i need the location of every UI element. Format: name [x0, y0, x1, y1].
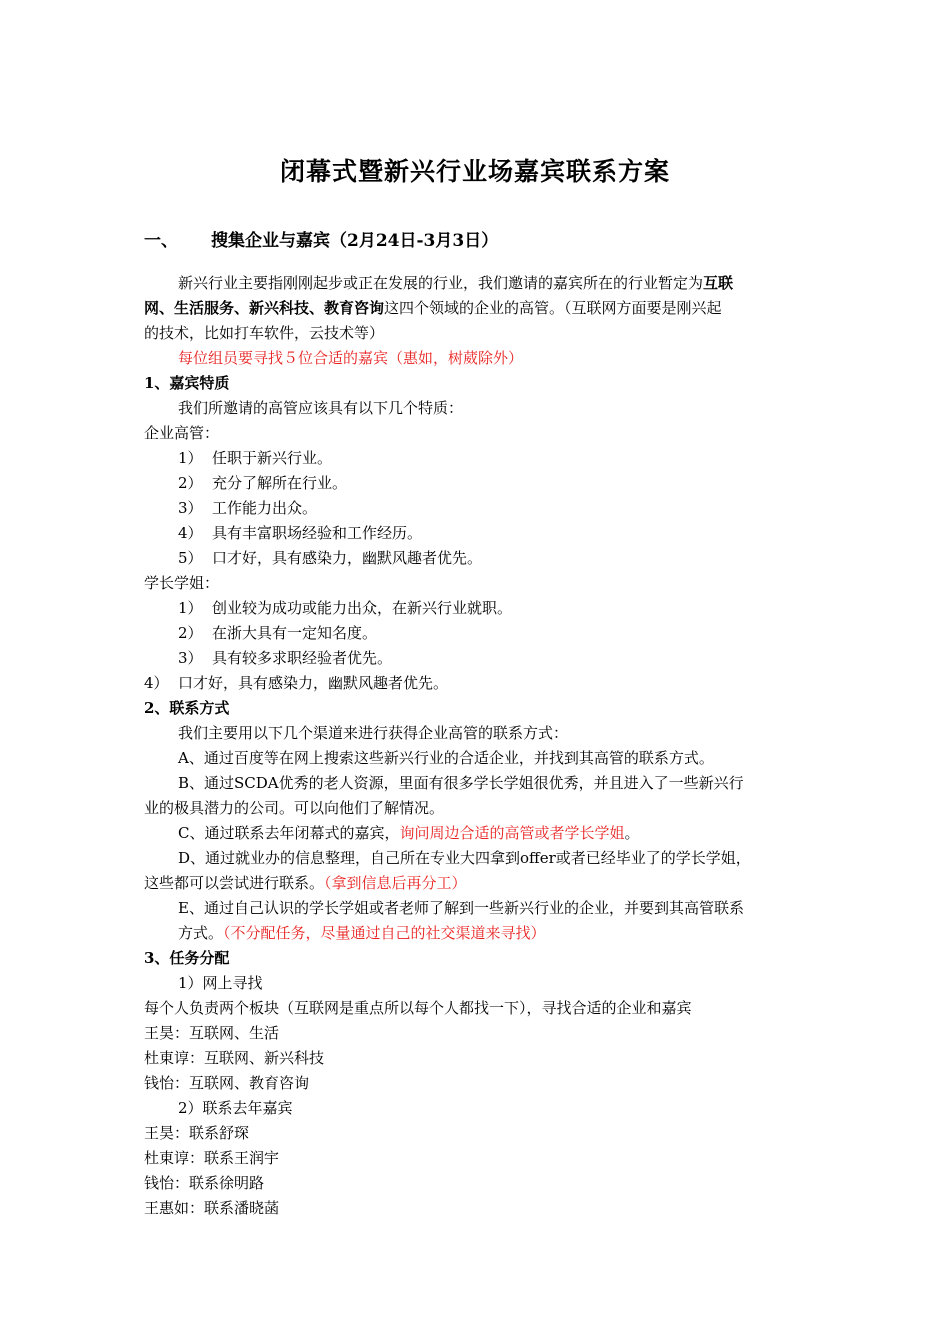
list-text: 具有较多求职经验者优先。 [212, 649, 393, 667]
list-text: 工作能力出众。 [212, 499, 318, 517]
contact-item-e: E、通过自己认识的学长学姐或者老师了解到一些新兴行业的企业，并要到其高管联系 [178, 899, 744, 917]
list-item [178, 546, 482, 571]
section-heading: 搜集企业与嘉宾（2月24日-3月3日） [211, 231, 499, 251]
task-assignment: 钱怡：联系徐明路 [144, 1174, 265, 1192]
list-number: 3） [178, 499, 203, 517]
contact-lead: 我们主要用以下几个渠道来进行获得企业高管的联系方式： [178, 724, 569, 742]
list-text: 创业较为成功或能力出众，在新兴行业就职。 [212, 599, 513, 617]
contact-item-e-cont [178, 921, 546, 946]
contact-item-c [178, 821, 640, 846]
red-note: （拿到信息后再分工） [324, 874, 467, 892]
intro-text: 新兴行业主要指刚刚起步或正在发展的行业，我们邀请的嘉宾所在的行业暂定为 [178, 274, 704, 292]
red-note: （不分配任务，尽量通过自己的社交渠道来寻找） [223, 924, 546, 942]
contact-heading: 2、联系方式 [144, 699, 230, 717]
intro-line-3: 的技术，比如打车软件，云技术等） [144, 324, 385, 342]
list-text: 在浙大具有一定知名度。 [212, 624, 378, 642]
list-item [178, 621, 377, 646]
task-assignment: 王昊：联系舒琛 [144, 1124, 250, 1142]
intro-line-2 [144, 296, 722, 321]
contact-item-a: A、通过百度等在网上搜索这些新兴行业的合适企业，并找到其高管的联系方式。 [178, 749, 714, 767]
task-assignment: 王惠如：联系潘晓菡 [144, 1199, 280, 1217]
list-number: 5） [178, 549, 203, 567]
contact-text: C、通过联系去年闭幕式的嘉宾， [178, 824, 400, 842]
contact-text: 这些都可以尝试进行联系。 [144, 874, 325, 892]
task-assignment: 钱怡：互联网、教育咨询 [144, 1074, 310, 1092]
exec-label: 企业高管： [144, 424, 220, 442]
task-assignment: 杜東谆：互联网、新兴科技 [144, 1049, 325, 1067]
list-item [178, 646, 392, 671]
intro-text: 这四个领域的企业的高管。（互联网方面要是刚兴起 [384, 299, 722, 317]
list-number: 4） [144, 674, 169, 692]
list-number: 2） [178, 624, 203, 642]
list-item [178, 521, 422, 546]
red-note: 询问周边合适的高管或者学长学姐 [399, 824, 625, 842]
intro-bold-text: 网、生活服务、新兴科技、教育咨询 [144, 299, 385, 317]
list-number: 1） [178, 599, 203, 617]
list-text: 充分了解所在行业。 [212, 474, 348, 492]
list-number: 4） [178, 524, 203, 542]
contact-text: 方式。 [178, 924, 224, 942]
list-text: 任职于新兴行业。 [212, 449, 333, 467]
contact-item-d-cont [144, 871, 467, 896]
list-item [178, 596, 512, 621]
contact-text: 。 [624, 824, 640, 842]
list-number: 3） [178, 649, 203, 667]
list-text: 口才好，具有感染力，幽默风趣者优先。 [178, 674, 449, 692]
list-item [178, 446, 332, 471]
tasks-heading: 3、任务分配 [144, 949, 230, 967]
contact-item-b-cont: 业的极具潜力的公司。可以向他们了解情况。 [144, 799, 445, 817]
contact-item-d: D、通过就业办的信息整理，自己所在专业大四拿到offer或者已经毕业了的学长学姐， [178, 849, 751, 867]
list-number: 1） [178, 449, 203, 467]
list-item [144, 671, 448, 696]
intro-bold-text: 互联 [703, 274, 734, 292]
traits-lead: 我们所邀请的高管应该具有以下几个特质： [178, 399, 464, 417]
task-sub-heading: 2）联系去年嘉宾 [178, 1099, 293, 1117]
document-title: 闭幕式暨新兴行业场嘉宾联系方案 [279, 157, 670, 186]
traits-heading: 1、嘉宾特质 [144, 374, 230, 392]
task-assignment: 杜東谆：联系王润宇 [144, 1149, 280, 1167]
list-item [178, 496, 317, 521]
list-item [178, 471, 347, 496]
intro-line-1 [178, 271, 733, 296]
alumni-label: 学长学姐： [144, 574, 220, 592]
list-text: 口才好，具有感染力，幽默风趣者优先。 [212, 549, 483, 567]
section-number: 一、 [144, 231, 178, 251]
task-sub-heading: 1）网上寻找 [178, 974, 263, 992]
contact-item-b: B、通过SCDA优秀的老人资源，里面有很多学长学姐很优秀，并且进入了一些新兴行 [178, 774, 744, 792]
task-assignment: 王昊：互联网、生活 [144, 1024, 280, 1042]
list-number: 2） [178, 474, 203, 492]
task-description: 每个人负责两个板块（互联网是重点所以每个人都找一下），寻找合适的企业和嘉宾 [144, 999, 692, 1017]
list-text: 具有丰富职场经验和工作经历。 [212, 524, 423, 542]
red-note: 每位组员要寻找５位合适的嘉宾（惠如，树葳除外） [178, 349, 524, 367]
